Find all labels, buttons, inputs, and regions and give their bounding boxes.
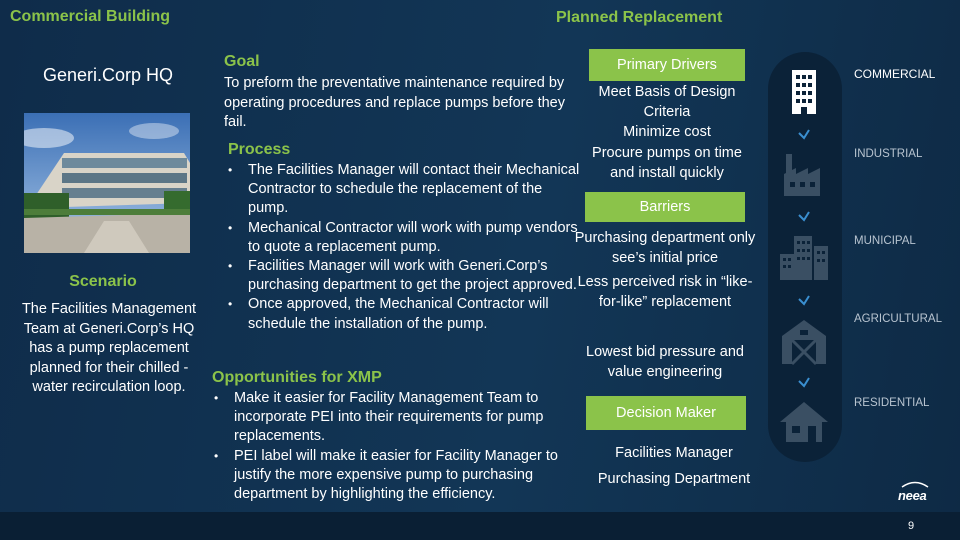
decision-maker-item: Purchasing Department: [597, 471, 751, 487]
barrier-item: Purchasing department only see’s initial price: [574, 230, 756, 266]
company-name: Generi.Corp HQ: [42, 65, 174, 85]
sector-label-municipal: MUNICIPAL: [854, 235, 916, 247]
footer-bar: [0, 512, 960, 540]
left-title: Commercial Building: [10, 8, 171, 25]
house-icon[interactable]: [770, 386, 838, 454]
barrier-item: Less perceived risk in “like-for-like” replacement: [577, 274, 753, 310]
factory-icon[interactable]: [770, 140, 838, 208]
opportunity-item: • PEI label will make it easier for Facility Manager to justify the more expensive pump to purchasing department by highlighting the efficiency.: [212, 447, 592, 505]
scenario-heading: Scenario: [69, 273, 137, 290]
process-item: • Facilities Manager will work with Generi.Corp’s purchasing department to get the project approved.: [226, 257, 581, 295]
sector-label-residential: RESIDENTIAL: [854, 397, 930, 409]
page-number: 9: [908, 520, 915, 532]
neea-logo: [898, 480, 932, 502]
barriers-box: Barriers: [585, 192, 745, 222]
process-list: [226, 161, 581, 334]
decision-maker-item: Facilities Manager: [615, 445, 733, 461]
drivers-list: [582, 82, 752, 183]
check-icon: [797, 210, 811, 222]
process-heading: Process: [228, 141, 291, 158]
logo-text: neea: [898, 488, 927, 503]
goal-heading: Goal: [224, 53, 260, 70]
process-item: • The Facilities Manager will contact their Mechanical Contractor to schedule the replacement of the pump.: [226, 161, 581, 219]
barn-icon[interactable]: [770, 306, 838, 374]
process-item: • Mechanical Contractor will work with pump vendors to quote a replacement pump.: [226, 219, 581, 257]
primary-drivers-box: Primary Drivers: [589, 49, 745, 81]
scenario-text: The Facilities Management Team at Generi.Corp’s HQ has a pump replacement planned for their chilled -water recirculation loop.: [21, 301, 197, 395]
city-buildings-icon[interactable]: [770, 222, 838, 290]
opportunities-list: [212, 389, 592, 504]
check-icon: [797, 128, 811, 140]
driver-item: Procure pumps on time and install quickly: [592, 144, 742, 181]
check-icon: [797, 294, 811, 306]
slide-title: Planned Replacement: [556, 9, 723, 26]
driver-item: Meet Basis of Design Criteria: [598, 84, 736, 121]
barrier-item: Lowest bid pressure and value engineering: [586, 344, 744, 380]
sector-label-industrial: INDUSTRIAL: [854, 148, 923, 160]
opportunity-item: • Make it easier for Facility Management Team to incorporate PEI into their requirements for pump replacements.: [212, 389, 592, 447]
decision-maker-box: Decision Maker: [586, 396, 746, 430]
decision-maker-list: [584, 440, 764, 492]
building-photo: [24, 113, 190, 253]
sector-label-commercial: COMMERCIAL: [854, 67, 936, 81]
sector-label-agricultural: AGRICULTURAL: [854, 313, 942, 325]
driver-item: Minimize cost: [623, 124, 711, 141]
office-building-icon[interactable]: [770, 58, 838, 126]
opportunities-heading: Opportunities for XMP: [212, 369, 382, 386]
process-item: • Once approved, the Mechanical Contractor will schedule the installation of the pump.: [226, 295, 581, 333]
goal-text: To preform the preventative maintenance required by operating procedures and replace pumps before they fail.: [224, 75, 565, 130]
